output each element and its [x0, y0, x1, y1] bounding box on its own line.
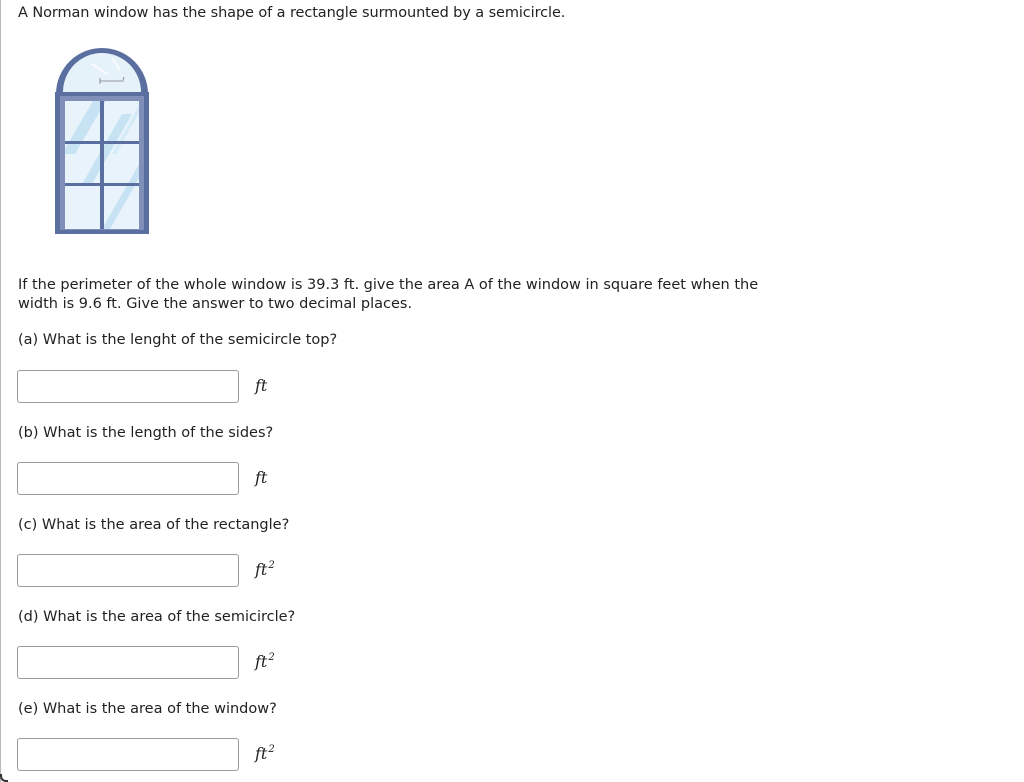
answer-input-b[interactable]: [17, 462, 239, 495]
unit-c: $ft^2$: [255, 560, 275, 579]
question-e-label: (e) What is the area of the window?: [18, 701, 277, 717]
answer-input-a[interactable]: [17, 370, 239, 403]
unit-a: ft: [255, 376, 268, 395]
answer-input-e[interactable]: [17, 738, 239, 771]
problem-statement: If the perimeter of the whole window is 39.3 ft. give the area A of the window in square feet when the width is 9.6 ft. Give the answer to two decimal places.: [18, 277, 759, 312]
question-c-label: (c) What is the area of the rectangle?: [18, 517, 290, 533]
answer-input-d[interactable]: [17, 646, 239, 679]
unit-e: $ft^2$: [255, 744, 275, 763]
question-a-label: (a) What is the lenght of the semicircle top?: [18, 332, 338, 348]
question-d-label: (d) What is the area of the semicircle?: [18, 609, 296, 625]
left-border: [0, 0, 1, 782]
unit-d: $ft^2$: [255, 652, 275, 671]
question-b-label: (b) What is the length of the sides?: [18, 425, 274, 441]
intro-text: A Norman window has the shape of a rectangle surmounted by a semicircle.: [18, 5, 566, 21]
unit-b: ft: [255, 468, 268, 487]
answer-input-c[interactable]: [17, 554, 239, 587]
norman-window-figure: [52, 44, 152, 238]
corner-mark: [0, 774, 8, 782]
